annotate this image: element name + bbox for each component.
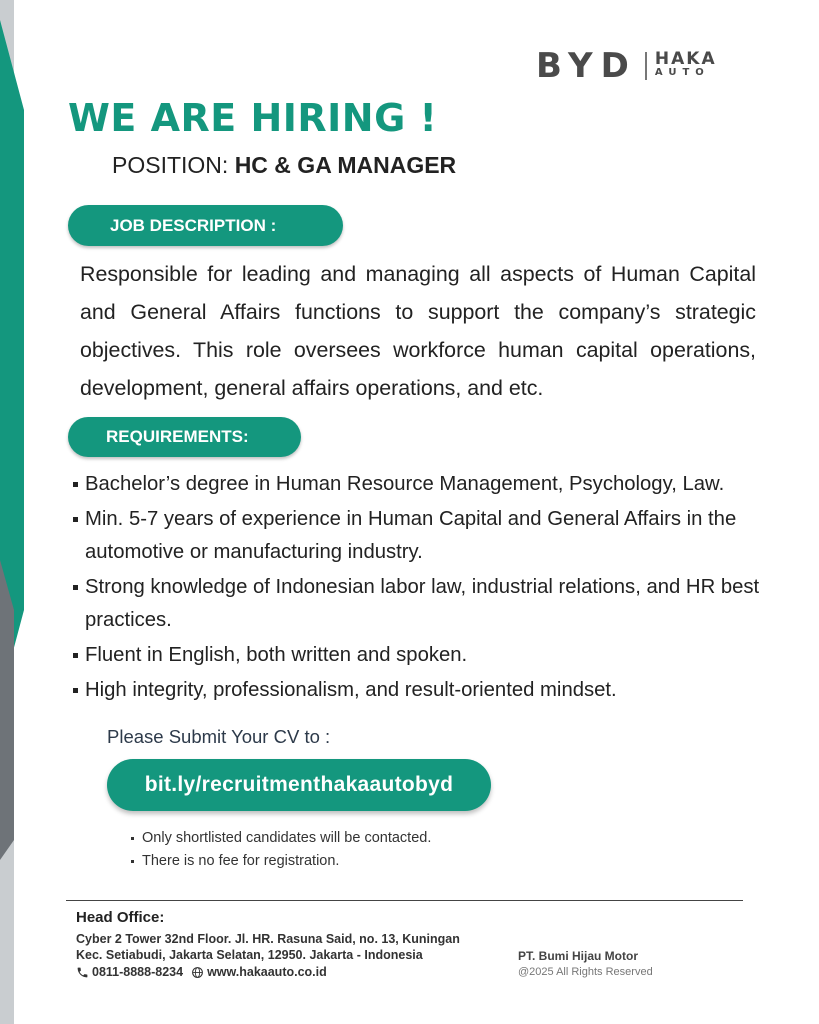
hiring-headline: WE ARE HIRING ! — [68, 96, 438, 140]
address-line-1: Cyber 2 Tower 32nd Floor. Jl. HR. Rasuna Said, no. 13, Kuningan — [76, 932, 460, 946]
byd-logo-text: BYD — [536, 46, 637, 86]
requirement-item: Bachelor’s degree in Human Resource Management, Psychology, Law. — [72, 468, 772, 501]
side-decoration — [0, 0, 30, 1024]
company-name: PT. Bumi Hijau Motor — [518, 949, 638, 963]
copyright-text: @2025 All Rights Reserved — [518, 966, 653, 978]
phone-icon — [76, 966, 89, 979]
brand-logo — [536, 46, 717, 86]
requirement-item: Strong knowledge of Indonesian labor law, industrial relations, and HR best practices. — [72, 571, 772, 637]
requirement-item: High integrity, professionalism, and result-oriented mindset. — [72, 674, 772, 707]
website-link[interactable]: www.hakaauto.co.id — [207, 965, 327, 979]
logo-divider — [645, 52, 647, 80]
head-office-title: Head Office: — [76, 909, 165, 926]
auto-text: AUTO — [654, 67, 710, 78]
haka-auto-logo — [654, 49, 717, 80]
footer-divider — [66, 900, 743, 901]
requirement-item: Fluent in English, both written and spoken. — [72, 639, 772, 672]
globe-icon — [191, 966, 204, 979]
requirements-heading: REQUIREMENTS: — [68, 417, 301, 457]
contact-line — [76, 965, 327, 979]
phone-number[interactable]: 0811-8888-8234 — [92, 965, 184, 979]
haka-text: HAKA — [654, 49, 717, 69]
submit-cv-label: Please Submit Your CV to : — [107, 726, 331, 747]
job-description-text: Responsible for leading and managing all aspects of Human Capital and General Affairs functions to support the company’s strategic objectives. This role oversees workforce human capital operations, development, general affairs operations, and etc. — [80, 262, 756, 400]
note-item: Only shortlisted candidates will be contacted. — [130, 827, 431, 850]
notes-list — [130, 827, 431, 873]
requirement-item: Min. 5-7 years of experience in Human Capital and General Affairs in the automotive or manufacturing industry. — [72, 503, 772, 569]
recruitment-link-button[interactable]: bit.ly/recruitmenthakaautobyd — [107, 759, 491, 811]
address-line-2: Kec. Setiabudi, Jakarta Selatan, 12950. Jakarta - Indonesia — [76, 948, 423, 962]
position-line — [112, 152, 456, 179]
note-item: There is no fee for registration. — [130, 850, 431, 873]
position-label: POSITION: — [112, 152, 229, 178]
job-description-heading: JOB DESCRIPTION : — [68, 205, 343, 246]
position-title: HC & GA MANAGER — [234, 152, 457, 178]
requirements-list — [72, 468, 772, 709]
